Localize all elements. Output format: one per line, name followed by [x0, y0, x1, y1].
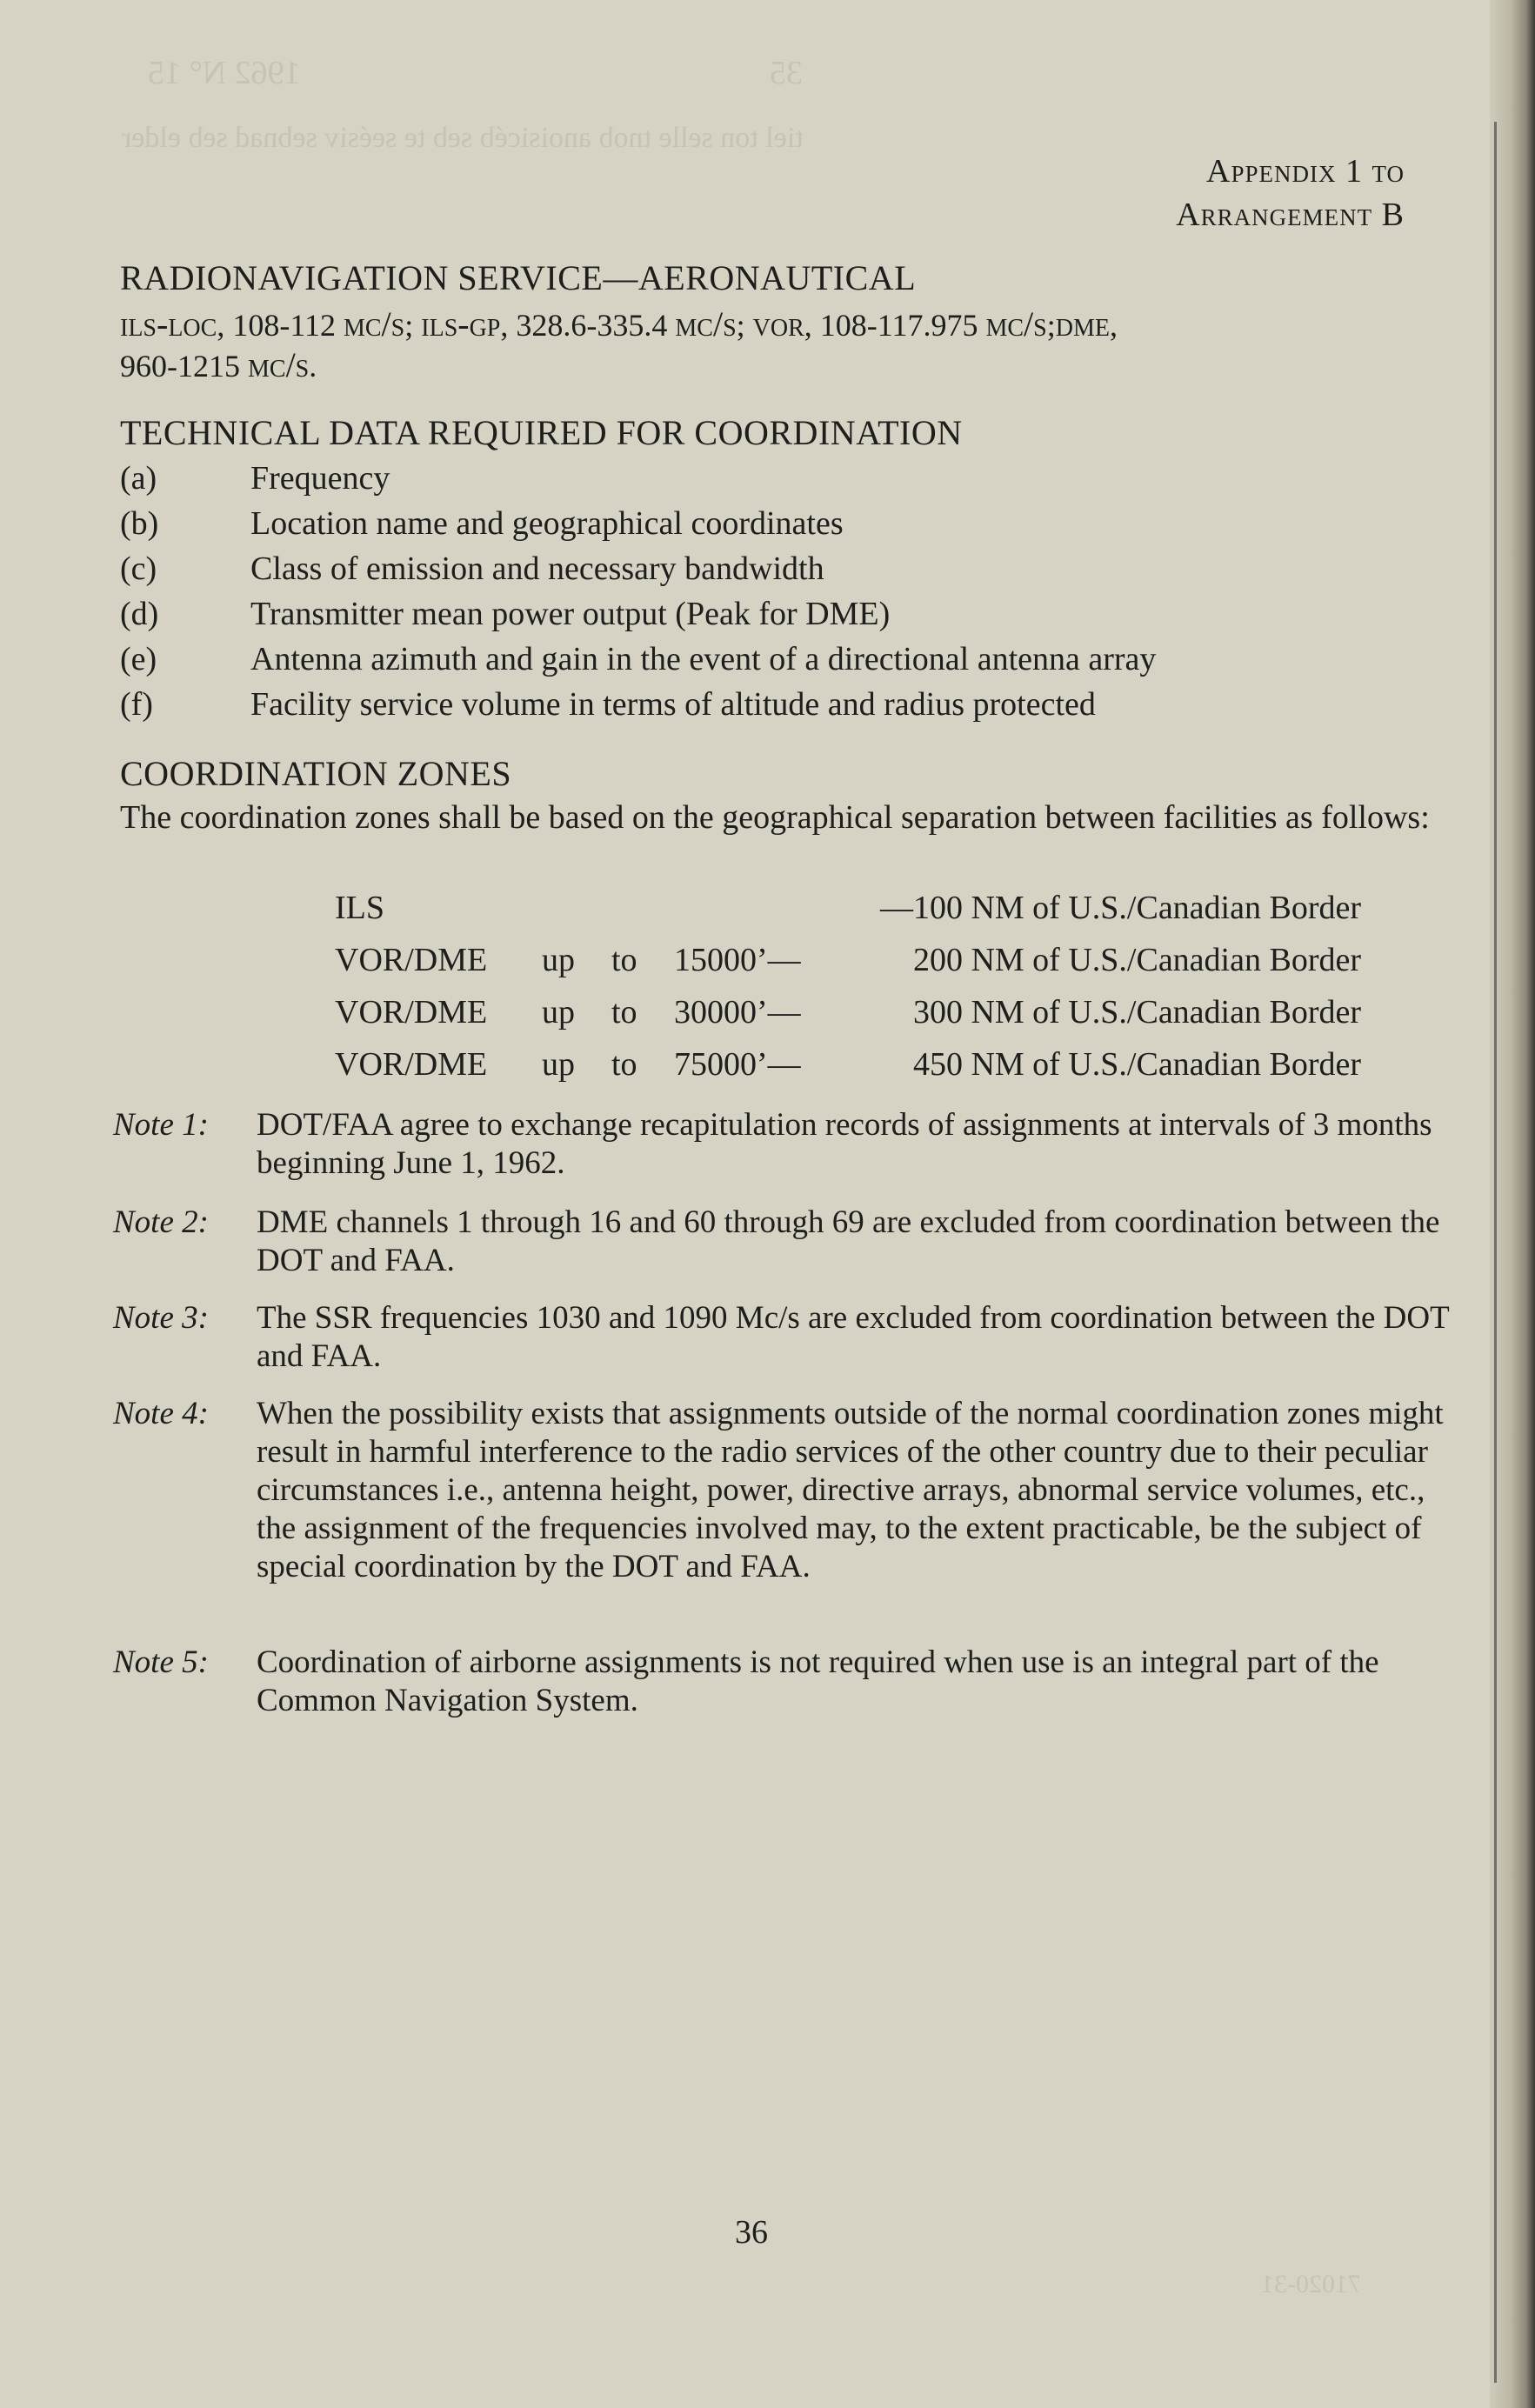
dme-value: 960-1215: [120, 349, 248, 384]
appendix-reference: [1176, 150, 1405, 237]
binding-thread: [1494, 122, 1497, 2383]
note-label: Note 2:: [113, 1204, 209, 1240]
zone-to: to: [611, 994, 637, 1031]
unit: mc/s: [248, 345, 310, 384]
service-heading: RADIONAVIGATION SERVICE—AERONAUTICAL: [120, 258, 917, 297]
note-text: DOT/FAA agree to exchange recapitulation records of assignments at intervals of 3 months beginning June 1, 1962.: [257, 1107, 1432, 1181]
zone-up: up: [542, 942, 575, 978]
note-text: DME channels 1 through 16 and 60 through 69 are excluded from coordination between the DOT and FAA.: [257, 1204, 1440, 1278]
vor-label: vor: [752, 304, 804, 344]
separator: ;: [404, 308, 422, 343]
separator: .: [309, 349, 317, 384]
item-label: (a): [120, 460, 157, 497]
unit: mc/s: [343, 304, 405, 344]
item-text: Facility service volume in terms of altitude and radius protected: [250, 686, 1096, 723]
note-label: Note 3:: [113, 1300, 209, 1336]
item-label: (b): [120, 505, 159, 542]
item-text: Antenna azimuth and gain in the event of a directional antenna array: [250, 641, 1157, 677]
item-label: (f): [120, 686, 153, 723]
item-label: (e): [120, 641, 157, 677]
separator: ;: [1046, 308, 1056, 343]
note-text: The SSR frequencies 1030 and 1090 Mc/s are excluded from coordination between the DOT and FAA.: [257, 1300, 1450, 1374]
note-text: When the possibility exists that assignments outside of the normal coordination zones might result in harmful interference to the radio services of the other country due to their peculiar circumstances i.e., antenna height, power, directive arrays, abnormal service volumes, etc., the assignment of the frequencies involved may, to the extent practicable, be the subject of special coordination by the DOT and FAA.: [257, 1396, 1444, 1584]
zone-altitude: 15000’—: [674, 942, 801, 978]
zone-facility: VOR/DME: [335, 1046, 488, 1083]
item-text: Frequency: [250, 460, 390, 497]
unit: mc/s: [985, 304, 1047, 344]
zone-to: to: [611, 942, 637, 978]
technical-data-heading: TECHNICAL DATA REQUIRED FOR COORDINATION: [120, 413, 963, 452]
note-label: Note 1:: [113, 1107, 209, 1143]
zone-distance: 450 NM of U.S./Canadian Border: [912, 1046, 1361, 1083]
ils-loc-value: , 108-112: [217, 308, 344, 343]
item-label: (d): [120, 596, 159, 632]
arrangement-line: Arrangement B: [1176, 197, 1405, 233]
zone-distance: 300 NM of U.S./Canadian Border: [912, 994, 1361, 1031]
ils-loc-label: ils-loc: [120, 304, 217, 344]
vor-value: , 108-117.975: [804, 308, 986, 343]
separator: ,: [1109, 308, 1118, 343]
zone-to: to: [611, 1046, 637, 1083]
bleed-through-header-right: tiel ton selle tnob anoisicéb seb te seésiv sebnad seb elder: [122, 122, 804, 154]
bleed-through-header-left: 1962 N° 15: [148, 55, 301, 91]
zone-distance: —100 NM of U.S./Canadian Border: [879, 890, 1361, 926]
appendix-line: Appendix 1 to: [1206, 153, 1405, 190]
page-number: 36: [735, 2214, 768, 2251]
dme-label: dme: [1055, 304, 1110, 344]
bleed-through-header-mid: 35: [770, 55, 803, 91]
ils-gp-value: , 328.6-335.4: [500, 308, 676, 343]
ils-gp-label: ils-gp: [421, 304, 501, 344]
note-label: Note 5:: [113, 1644, 209, 1680]
item-text: Transmitter mean power output (Peak for DME): [250, 596, 891, 632]
zone-facility: VOR/DME: [335, 942, 488, 978]
zone-facility: ILS: [335, 890, 384, 926]
note-label: Note 4:: [113, 1396, 209, 1431]
item-text: Class of emission and necessary bandwidth: [250, 550, 824, 587]
zone-altitude: 30000’—: [674, 994, 801, 1031]
unit: mc/s: [675, 304, 737, 344]
zone-altitude: 75000’—: [674, 1046, 801, 1083]
coordination-zones-heading: COORDINATION ZONES: [120, 754, 512, 793]
separator: ;: [736, 308, 753, 343]
zone-up: up: [542, 994, 575, 1031]
zones-intro: The coordination zones shall be based on the geographical separation between facilities as follows:: [120, 799, 1430, 836]
zone-up: up: [542, 1046, 575, 1083]
zone-facility: VOR/DME: [335, 994, 488, 1031]
frequency-ranges: [120, 304, 1451, 386]
item-text: Location name and geographical coordinates: [250, 505, 844, 542]
zone-distance: 200 NM of U.S./Canadian Border: [912, 942, 1361, 978]
note-text: Coordination of airborne assignments is not required when use is an integral part of the Common Navigation System.: [257, 1644, 1379, 1718]
item-label: (c): [120, 550, 157, 587]
bleed-through-footer: 71020-31: [1261, 2270, 1361, 2298]
